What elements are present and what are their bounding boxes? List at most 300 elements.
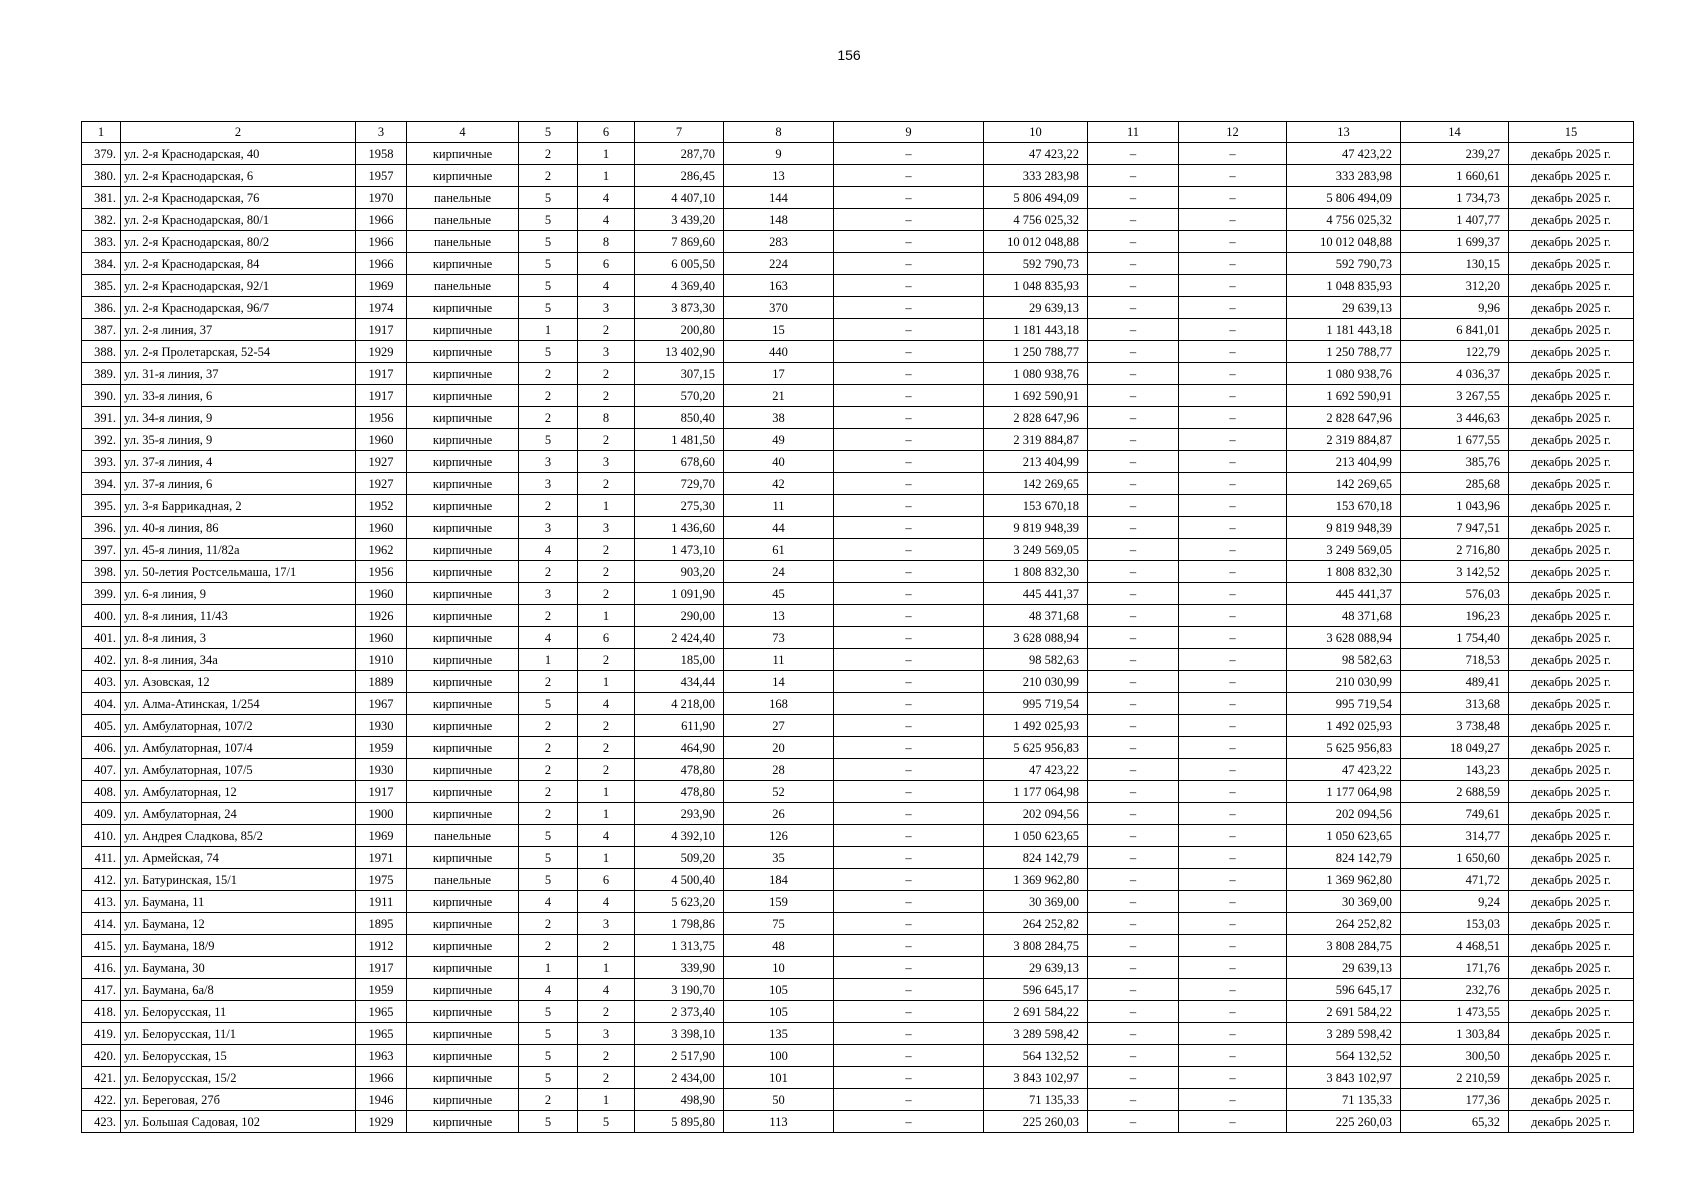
table-cell-col-5: 3 (519, 451, 578, 473)
table-cell-col-3: 1966 (356, 209, 407, 231)
table-cell-col-5: 2 (519, 385, 578, 407)
column-header-1: 1 (82, 122, 121, 143)
table-cell-col-2: ул. 2-я Краснодарская, 96/7 (121, 297, 356, 319)
table-cell-col-13: 3 628 088,94 (1287, 627, 1401, 649)
table-cell-col-9: – (834, 495, 984, 517)
table-cell-col-3: 1967 (356, 693, 407, 715)
table-row (82, 385, 1634, 407)
table-cell-col-3: 1910 (356, 649, 407, 671)
table-cell-col-15: декабрь 2025 г. (1509, 407, 1634, 429)
table-cell-col-14: 1 734,73 (1401, 187, 1509, 209)
table-cell-col-2: ул. Белорусская, 11/1 (121, 1023, 356, 1045)
table-cell-col-1: 418. (82, 1001, 121, 1023)
table-row (82, 1045, 1634, 1067)
table-cell-col-10: 995 719,54 (984, 693, 1088, 715)
table-cell-col-5: 5 (519, 1111, 578, 1133)
table-body (82, 143, 1634, 1133)
table-cell-col-2: ул. 6-я линия, 9 (121, 583, 356, 605)
table-cell-col-7: 4 218,00 (635, 693, 724, 715)
table-cell-col-13: 98 582,63 (1287, 649, 1401, 671)
column-header-5: 5 (519, 122, 578, 143)
housing-registry-table (81, 121, 1634, 1133)
table-cell-col-4: кирпичные (407, 165, 519, 187)
column-header-3: 3 (356, 122, 407, 143)
table-cell-col-4: кирпичные (407, 627, 519, 649)
table-cell-col-11: – (1088, 1001, 1179, 1023)
table-cell-col-13: 445 441,37 (1287, 583, 1401, 605)
table-cell-col-6: 1 (578, 781, 635, 803)
table-cell-col-10: 1 808 832,30 (984, 561, 1088, 583)
table-cell-col-8: 105 (724, 1001, 834, 1023)
table-cell-col-14: 489,41 (1401, 671, 1509, 693)
table-cell-col-2: ул. Амбулаторная, 107/2 (121, 715, 356, 737)
table-cell-col-7: 1 473,10 (635, 539, 724, 561)
table-cell-col-14: 1 660,61 (1401, 165, 1509, 187)
table-cell-col-14: 471,72 (1401, 869, 1509, 891)
table-cell-col-1: 401. (82, 627, 121, 649)
table-cell-col-13: 2 691 584,22 (1287, 1001, 1401, 1023)
table-cell-col-10: 2 319 884,87 (984, 429, 1088, 451)
table-row (82, 1089, 1634, 1111)
table-cell-col-14: 130,15 (1401, 253, 1509, 275)
table-cell-col-6: 1 (578, 143, 635, 165)
table-cell-col-13: 2 319 884,87 (1287, 429, 1401, 451)
table-cell-col-4: кирпичные (407, 979, 519, 1001)
table-cell-col-2: ул. 34-я линия, 9 (121, 407, 356, 429)
table-cell-col-15: декабрь 2025 г. (1509, 165, 1634, 187)
table-cell-col-13: 47 423,22 (1287, 759, 1401, 781)
table-cell-col-12: – (1179, 297, 1287, 319)
table-row (82, 275, 1634, 297)
table-cell-col-5: 5 (519, 1045, 578, 1067)
table-cell-col-1: 393. (82, 451, 121, 473)
table-cell-col-14: 65,32 (1401, 1111, 1509, 1133)
column-header-10: 10 (984, 122, 1088, 143)
table-cell-col-6: 1 (578, 803, 635, 825)
table-cell-col-13: 1 692 590,91 (1287, 385, 1401, 407)
table-cell-col-6: 1 (578, 671, 635, 693)
table-cell-col-2: ул. Андрея Сладкова, 85/2 (121, 825, 356, 847)
table-cell-col-3: 1917 (356, 363, 407, 385)
table-cell-col-8: 27 (724, 715, 834, 737)
table-cell-col-12: – (1179, 913, 1287, 935)
table-row (82, 297, 1634, 319)
table-cell-col-14: 3 446,63 (1401, 407, 1509, 429)
table-cell-col-1: 386. (82, 297, 121, 319)
table-cell-col-9: – (834, 473, 984, 495)
table-cell-col-11: – (1088, 935, 1179, 957)
table-cell-col-4: кирпичные (407, 671, 519, 693)
table-cell-col-10: 3 289 598,42 (984, 1023, 1088, 1045)
table-cell-col-4: кирпичные (407, 737, 519, 759)
table-cell-col-11: – (1088, 275, 1179, 297)
table-cell-col-10: 3 843 102,97 (984, 1067, 1088, 1089)
table-cell-col-9: – (834, 671, 984, 693)
table-cell-col-4: панельные (407, 869, 519, 891)
table-cell-col-12: – (1179, 825, 1287, 847)
table-cell-col-7: 509,20 (635, 847, 724, 869)
table-cell-col-15: декабрь 2025 г. (1509, 1067, 1634, 1089)
table-cell-col-11: – (1088, 253, 1179, 275)
table-cell-col-6: 4 (578, 979, 635, 1001)
table-cell-col-8: 283 (724, 231, 834, 253)
table-cell-col-7: 1 091,90 (635, 583, 724, 605)
table-row (82, 187, 1634, 209)
table-cell-col-8: 50 (724, 1089, 834, 1111)
table-cell-col-1: 411. (82, 847, 121, 869)
table-cell-col-5: 2 (519, 803, 578, 825)
table-cell-col-8: 440 (724, 341, 834, 363)
table-cell-col-1: 388. (82, 341, 121, 363)
table-cell-col-10: 225 260,03 (984, 1111, 1088, 1133)
table-cell-col-12: – (1179, 957, 1287, 979)
table-cell-col-8: 100 (724, 1045, 834, 1067)
table-cell-col-6: 1 (578, 495, 635, 517)
table-cell-col-13: 2 828 647,96 (1287, 407, 1401, 429)
table-cell-col-5: 5 (519, 253, 578, 275)
table-cell-col-1: 384. (82, 253, 121, 275)
table-cell-col-15: декабрь 2025 г. (1509, 385, 1634, 407)
table-cell-col-3: 1962 (356, 539, 407, 561)
table-cell-col-1: 398. (82, 561, 121, 583)
table-cell-col-4: кирпичные (407, 319, 519, 341)
table-cell-col-13: 3 289 598,42 (1287, 1023, 1401, 1045)
table-cell-col-5: 2 (519, 605, 578, 627)
table-cell-col-4: кирпичные (407, 759, 519, 781)
table-cell-col-8: 14 (724, 671, 834, 693)
table-cell-col-12: – (1179, 869, 1287, 891)
table-cell-col-5: 5 (519, 693, 578, 715)
table-cell-col-8: 48 (724, 935, 834, 957)
table-cell-col-8: 11 (724, 495, 834, 517)
table-cell-col-3: 1966 (356, 253, 407, 275)
table-cell-col-10: 48 371,68 (984, 605, 1088, 627)
table-cell-col-10: 1 692 590,91 (984, 385, 1088, 407)
table-cell-col-12: – (1179, 429, 1287, 451)
table-cell-col-11: – (1088, 385, 1179, 407)
table-cell-col-13: 142 269,65 (1287, 473, 1401, 495)
table-cell-col-3: 1956 (356, 407, 407, 429)
table-cell-col-15: декабрь 2025 г. (1509, 451, 1634, 473)
table-cell-col-9: – (834, 165, 984, 187)
table-cell-col-5: 2 (519, 935, 578, 957)
table-cell-col-15: декабрь 2025 г. (1509, 605, 1634, 627)
table-cell-col-15: декабрь 2025 г. (1509, 341, 1634, 363)
table-cell-col-12: – (1179, 363, 1287, 385)
table-row (82, 627, 1634, 649)
table-cell-col-13: 592 790,73 (1287, 253, 1401, 275)
table-cell-col-14: 576,03 (1401, 583, 1509, 605)
table-cell-col-12: – (1179, 803, 1287, 825)
table-cell-col-14: 285,68 (1401, 473, 1509, 495)
table-cell-col-5: 2 (519, 165, 578, 187)
table-cell-col-3: 1927 (356, 451, 407, 473)
table-cell-col-1: 410. (82, 825, 121, 847)
table-cell-col-9: – (834, 231, 984, 253)
table-cell-col-8: 113 (724, 1111, 834, 1133)
table-cell-col-7: 3 873,30 (635, 297, 724, 319)
table-cell-col-11: – (1088, 737, 1179, 759)
table-cell-col-7: 7 869,60 (635, 231, 724, 253)
table-cell-col-14: 4 468,51 (1401, 935, 1509, 957)
table-cell-col-15: декабрь 2025 г. (1509, 253, 1634, 275)
table-cell-col-6: 1 (578, 165, 635, 187)
table-cell-col-12: – (1179, 605, 1287, 627)
table-cell-col-1: 396. (82, 517, 121, 539)
table-cell-col-9: – (834, 715, 984, 737)
table-cell-col-5: 2 (519, 143, 578, 165)
table-cell-col-5: 2 (519, 1089, 578, 1111)
table-cell-col-5: 5 (519, 1023, 578, 1045)
table-cell-col-3: 1965 (356, 1001, 407, 1023)
page-number: 156 (837, 47, 861, 63)
table-cell-col-2: ул. 2-я Краснодарская, 76 (121, 187, 356, 209)
table-cell-col-6: 2 (578, 385, 635, 407)
table-cell-col-14: 1 473,55 (1401, 1001, 1509, 1023)
table-cell-col-9: – (834, 1111, 984, 1133)
table-cell-col-7: 4 392,10 (635, 825, 724, 847)
table-cell-col-9: – (834, 737, 984, 759)
table-cell-col-14: 718,53 (1401, 649, 1509, 671)
table-cell-col-10: 210 030,99 (984, 671, 1088, 693)
table-cell-col-6: 3 (578, 297, 635, 319)
table-cell-col-15: декабрь 2025 г. (1509, 495, 1634, 517)
table-row (82, 759, 1634, 781)
table-cell-col-10: 596 645,17 (984, 979, 1088, 1001)
table-cell-col-2: ул. 37-я линия, 4 (121, 451, 356, 473)
table-cell-col-3: 1952 (356, 495, 407, 517)
table-cell-col-1: 391. (82, 407, 121, 429)
table-cell-col-5: 3 (519, 517, 578, 539)
table-cell-col-14: 196,23 (1401, 605, 1509, 627)
table-cell-col-13: 153 670,18 (1287, 495, 1401, 517)
table-cell-col-11: – (1088, 539, 1179, 561)
table-row (82, 495, 1634, 517)
table-cell-col-9: – (834, 319, 984, 341)
table-cell-col-13: 202 094,56 (1287, 803, 1401, 825)
table-cell-col-1: 416. (82, 957, 121, 979)
table-cell-col-8: 168 (724, 693, 834, 715)
table-cell-col-4: кирпичные (407, 143, 519, 165)
table-cell-col-12: – (1179, 935, 1287, 957)
table-cell-col-7: 678,60 (635, 451, 724, 473)
table-cell-col-2: ул. Армейская, 74 (121, 847, 356, 869)
table-cell-col-13: 1 181 443,18 (1287, 319, 1401, 341)
table-row (82, 913, 1634, 935)
table-cell-col-4: кирпичные (407, 407, 519, 429)
table-row (82, 1001, 1634, 1023)
table-cell-col-13: 213 404,99 (1287, 451, 1401, 473)
table-cell-col-15: декабрь 2025 г. (1509, 517, 1634, 539)
table-cell-col-9: – (834, 627, 984, 649)
table-cell-col-12: – (1179, 627, 1287, 649)
table-cell-col-14: 3 738,48 (1401, 715, 1509, 737)
table-cell-col-12: – (1179, 715, 1287, 737)
table-cell-col-10: 2 828 647,96 (984, 407, 1088, 429)
table-cell-col-4: кирпичные (407, 693, 519, 715)
table-row (82, 1023, 1634, 1045)
table-cell-col-2: ул. Амбулаторная, 107/5 (121, 759, 356, 781)
table-cell-col-4: панельные (407, 275, 519, 297)
table-cell-col-7: 275,30 (635, 495, 724, 517)
table-cell-col-6: 8 (578, 407, 635, 429)
table-cell-col-8: 38 (724, 407, 834, 429)
table-cell-col-15: декабрь 2025 г. (1509, 429, 1634, 451)
table-cell-col-10: 29 639,13 (984, 297, 1088, 319)
table-cell-col-8: 52 (724, 781, 834, 803)
table-cell-col-10: 98 582,63 (984, 649, 1088, 671)
table-cell-col-10: 592 790,73 (984, 253, 1088, 275)
table-cell-col-3: 1971 (356, 847, 407, 869)
table-cell-col-8: 24 (724, 561, 834, 583)
table-cell-col-9: – (834, 1089, 984, 1111)
table-cell-col-13: 5 625 956,83 (1287, 737, 1401, 759)
table-cell-col-4: кирпичные (407, 803, 519, 825)
table-cell-col-5: 1 (519, 319, 578, 341)
table-cell-col-8: 45 (724, 583, 834, 605)
table-cell-col-11: – (1088, 825, 1179, 847)
table-cell-col-11: – (1088, 165, 1179, 187)
table-cell-col-8: 21 (724, 385, 834, 407)
table-cell-col-2: ул. 40-я линия, 86 (121, 517, 356, 539)
table-cell-col-3: 1974 (356, 297, 407, 319)
table-cell-col-8: 10 (724, 957, 834, 979)
table-cell-col-9: – (834, 605, 984, 627)
table-cell-col-13: 564 132,52 (1287, 1045, 1401, 1067)
table-cell-col-3: 1917 (356, 957, 407, 979)
table-row (82, 649, 1634, 671)
table-row (82, 1067, 1634, 1089)
table-cell-col-11: – (1088, 1067, 1179, 1089)
table-cell-col-3: 1917 (356, 319, 407, 341)
table-cell-col-13: 1 048 835,93 (1287, 275, 1401, 297)
table-cell-col-8: 135 (724, 1023, 834, 1045)
table-cell-col-3: 1956 (356, 561, 407, 583)
table-cell-col-14: 1 303,84 (1401, 1023, 1509, 1045)
table-cell-col-14: 6 841,01 (1401, 319, 1509, 341)
table-cell-col-10: 47 423,22 (984, 759, 1088, 781)
table-cell-col-5: 5 (519, 231, 578, 253)
table-cell-col-2: ул. Баумана, 12 (121, 913, 356, 935)
table-cell-col-13: 71 135,33 (1287, 1089, 1401, 1111)
table-cell-col-1: 417. (82, 979, 121, 1001)
table-cell-col-15: декабрь 2025 г. (1509, 1023, 1634, 1045)
table-cell-col-14: 3 142,52 (1401, 561, 1509, 583)
table-cell-col-3: 1959 (356, 979, 407, 1001)
table-cell-col-11: – (1088, 671, 1179, 693)
table-cell-col-11: – (1088, 363, 1179, 385)
table-cell-col-12: – (1179, 979, 1287, 1001)
table-cell-col-13: 225 260,03 (1287, 1111, 1401, 1133)
column-header-2: 2 (121, 122, 356, 143)
table-cell-col-4: кирпичные (407, 429, 519, 451)
table-cell-col-2: ул. 2-я Краснодарская, 80/2 (121, 231, 356, 253)
table-cell-col-8: 28 (724, 759, 834, 781)
table-cell-col-7: 3 398,10 (635, 1023, 724, 1045)
table-cell-col-12: – (1179, 781, 1287, 803)
table-cell-col-6: 2 (578, 759, 635, 781)
table-cell-col-13: 3 808 284,75 (1287, 935, 1401, 957)
table-cell-col-5: 5 (519, 1001, 578, 1023)
table-cell-col-2: ул. Большая Садовая, 102 (121, 1111, 356, 1133)
table-cell-col-2: ул. Баумана, 6а/8 (121, 979, 356, 1001)
table-cell-col-9: – (834, 825, 984, 847)
table-cell-col-15: декабрь 2025 г. (1509, 627, 1634, 649)
table-cell-col-15: декабрь 2025 г. (1509, 1089, 1634, 1111)
table-row (82, 429, 1634, 451)
table-cell-col-15: декабрь 2025 г. (1509, 319, 1634, 341)
table-cell-col-7: 286,45 (635, 165, 724, 187)
table-cell-col-11: – (1088, 869, 1179, 891)
table-cell-col-11: – (1088, 693, 1179, 715)
table-row (82, 693, 1634, 715)
table-cell-col-15: декабрь 2025 г. (1509, 825, 1634, 847)
table-cell-col-14: 300,50 (1401, 1045, 1509, 1067)
table-cell-col-10: 1 369 962,80 (984, 869, 1088, 891)
table-cell-col-14: 312,20 (1401, 275, 1509, 297)
table-cell-col-10: 1 492 025,93 (984, 715, 1088, 737)
table-row (82, 825, 1634, 847)
table-cell-col-8: 101 (724, 1067, 834, 1089)
table-cell-col-2: ул. 31-я линия, 37 (121, 363, 356, 385)
table-cell-col-15: декабрь 2025 г. (1509, 935, 1634, 957)
table-row (82, 781, 1634, 803)
table-cell-col-8: 20 (724, 737, 834, 759)
table-cell-col-14: 232,76 (1401, 979, 1509, 1001)
table-cell-col-9: – (834, 781, 984, 803)
table-cell-col-12: – (1179, 1067, 1287, 1089)
table-cell-col-14: 314,77 (1401, 825, 1509, 847)
table-cell-col-11: – (1088, 957, 1179, 979)
table-cell-col-7: 2 434,00 (635, 1067, 724, 1089)
table-cell-col-7: 498,90 (635, 1089, 724, 1111)
table-cell-col-6: 3 (578, 517, 635, 539)
table-cell-col-1: 400. (82, 605, 121, 627)
table-cell-col-13: 47 423,22 (1287, 143, 1401, 165)
table-cell-col-2: ул. Баумана, 18/9 (121, 935, 356, 957)
table-cell-col-1: 385. (82, 275, 121, 297)
table-cell-col-10: 10 012 048,88 (984, 231, 1088, 253)
table-cell-col-8: 370 (724, 297, 834, 319)
table-cell-col-14: 1 699,37 (1401, 231, 1509, 253)
table-cell-col-14: 385,76 (1401, 451, 1509, 473)
table-cell-col-3: 1917 (356, 385, 407, 407)
table-cell-col-1: 420. (82, 1045, 121, 1067)
table-cell-col-7: 478,80 (635, 781, 724, 803)
table-row (82, 451, 1634, 473)
table-cell-col-2: ул. Белорусская, 15/2 (121, 1067, 356, 1089)
table-cell-col-9: – (834, 979, 984, 1001)
table-cell-col-7: 4 500,40 (635, 869, 724, 891)
table-row (82, 319, 1634, 341)
table-cell-col-6: 1 (578, 957, 635, 979)
table-cell-col-13: 995 719,54 (1287, 693, 1401, 715)
table-cell-col-14: 3 267,55 (1401, 385, 1509, 407)
column-header-7: 7 (635, 122, 724, 143)
table-cell-col-4: кирпичные (407, 1089, 519, 1111)
table-cell-col-1: 383. (82, 231, 121, 253)
table-row (82, 869, 1634, 891)
table-cell-col-15: декабрь 2025 г. (1509, 539, 1634, 561)
table-cell-col-9: – (834, 341, 984, 363)
table-cell-col-11: – (1088, 891, 1179, 913)
table-cell-col-14: 153,03 (1401, 913, 1509, 935)
table-cell-col-6: 4 (578, 891, 635, 913)
table-cell-col-9: – (834, 143, 984, 165)
table-cell-col-13: 1 369 962,80 (1287, 869, 1401, 891)
table-row (82, 231, 1634, 253)
column-header-6: 6 (578, 122, 635, 143)
